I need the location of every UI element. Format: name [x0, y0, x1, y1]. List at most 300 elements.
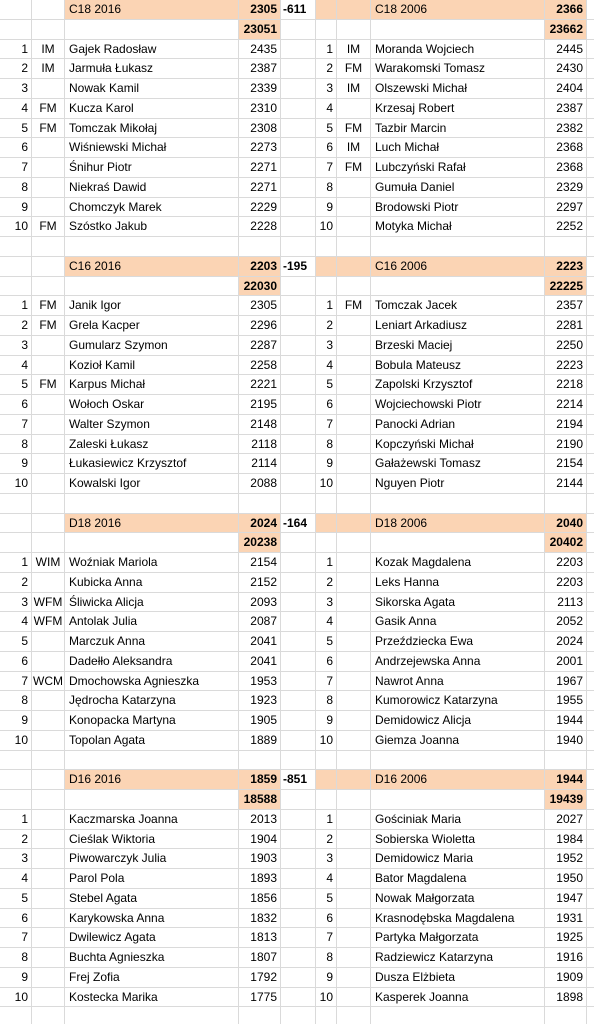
empty-cell[interactable]	[587, 889, 594, 909]
rank-right[interactable]: 4	[316, 612, 337, 632]
player-name-left[interactable]: Walter Szymon	[65, 415, 239, 435]
rank-left[interactable]: 6	[0, 395, 32, 415]
player-rating-left[interactable]: 2152	[239, 573, 281, 593]
rank-left[interactable]: 3	[0, 593, 32, 613]
rank-left[interactable]: 9	[0, 198, 32, 218]
empty-cell[interactable]	[281, 790, 316, 810]
title-right[interactable]: FM	[337, 119, 371, 139]
empty-cell[interactable]	[337, 257, 371, 277]
empty-cell[interactable]	[65, 277, 239, 297]
player-name-right[interactable]: Gasik Anna	[371, 612, 545, 632]
player-rating-right[interactable]: 2223	[545, 356, 587, 376]
empty-cell[interactable]	[32, 533, 65, 553]
player-rating-left[interactable]: 2287	[239, 336, 281, 356]
empty-cell[interactable]	[281, 573, 316, 593]
rating-sum-right[interactable]: 20402	[545, 533, 587, 553]
player-name-left[interactable]: Stebel Agata	[65, 889, 239, 909]
player-rating-left[interactable]: 1903	[239, 849, 281, 869]
rank-left[interactable]: 3	[0, 79, 32, 99]
title-left[interactable]	[32, 652, 65, 672]
title-right[interactable]	[337, 395, 371, 415]
player-rating-left[interactable]: 2271	[239, 178, 281, 198]
empty-cell[interactable]	[0, 790, 32, 810]
empty-cell[interactable]	[281, 652, 316, 672]
player-rating-right[interactable]: 1952	[545, 849, 587, 869]
empty-cell[interactable]	[371, 751, 545, 771]
rank-right[interactable]: 2	[316, 59, 337, 79]
player-name-left[interactable]: Parol Pola	[65, 869, 239, 889]
empty-cell[interactable]	[32, 1007, 65, 1024]
player-name-right[interactable]: Kopczyński Michał	[371, 435, 545, 455]
title-right[interactable]	[337, 356, 371, 376]
empty-cell[interactable]	[281, 454, 316, 474]
player-name-right[interactable]: Tomczak Jacek	[371, 296, 545, 316]
empty-cell[interactable]	[281, 79, 316, 99]
empty-cell[interactable]	[587, 928, 594, 948]
player-rating-right[interactable]: 2281	[545, 316, 587, 336]
section-title-left[interactable]: D16 2016	[65, 770, 239, 790]
player-name-right[interactable]: Tazbir Marcin	[371, 119, 545, 139]
rank-left[interactable]: 8	[0, 691, 32, 711]
player-name-right[interactable]: Nguyen Piotr	[371, 474, 545, 494]
empty-cell[interactable]	[32, 277, 65, 297]
title-right[interactable]	[337, 99, 371, 119]
empty-cell[interactable]	[281, 988, 316, 1008]
title-left[interactable]	[32, 691, 65, 711]
player-name-left[interactable]: Wiśniewski Michał	[65, 138, 239, 158]
empty-cell[interactable]	[587, 79, 594, 99]
empty-cell[interactable]	[0, 0, 32, 20]
player-name-left[interactable]: Gumularz Szymon	[65, 336, 239, 356]
title-right[interactable]: IM	[337, 40, 371, 60]
player-rating-left[interactable]: 2310	[239, 99, 281, 119]
rating-sum-left[interactable]: 23051	[239, 20, 281, 40]
title-right[interactable]	[337, 454, 371, 474]
title-left[interactable]	[32, 889, 65, 909]
title-right[interactable]	[337, 573, 371, 593]
player-name-right[interactable]: Radziewicz Katarzyna	[371, 948, 545, 968]
title-left[interactable]: FM	[32, 375, 65, 395]
empty-cell[interactable]	[587, 217, 594, 237]
empty-cell[interactable]	[587, 316, 594, 336]
player-name-left[interactable]: Śnihur Piotr	[65, 158, 239, 178]
player-rating-left[interactable]: 2296	[239, 316, 281, 336]
rank-left[interactable]: 10	[0, 217, 32, 237]
empty-cell[interactable]	[587, 40, 594, 60]
empty-cell[interactable]	[281, 20, 316, 40]
empty-cell[interactable]	[337, 514, 371, 534]
player-rating-right[interactable]: 2218	[545, 375, 587, 395]
rank-left[interactable]: 10	[0, 474, 32, 494]
player-rating-left[interactable]: 1953	[239, 672, 281, 692]
empty-cell[interactable]	[587, 178, 594, 198]
empty-cell[interactable]	[281, 691, 316, 711]
rank-left[interactable]: 5	[0, 889, 32, 909]
player-name-left[interactable]: Kucza Karol	[65, 99, 239, 119]
empty-cell[interactable]	[587, 119, 594, 139]
title-left[interactable]	[32, 415, 65, 435]
empty-cell[interactable]	[587, 375, 594, 395]
empty-cell[interactable]	[281, 612, 316, 632]
title-right[interactable]: FM	[337, 158, 371, 178]
rank-right[interactable]: 2	[316, 316, 337, 336]
empty-cell[interactable]	[281, 849, 316, 869]
empty-cell[interactable]	[316, 237, 337, 257]
player-rating-left[interactable]: 2087	[239, 612, 281, 632]
player-name-left[interactable]: Kostecka Marika	[65, 988, 239, 1008]
rank-left[interactable]: 6	[0, 909, 32, 929]
empty-cell[interactable]	[316, 0, 337, 20]
empty-cell[interactable]	[0, 277, 32, 297]
title-right[interactable]	[337, 612, 371, 632]
player-name-right[interactable]: Sikorska Agata	[371, 593, 545, 613]
empty-cell[interactable]	[281, 178, 316, 198]
title-left[interactable]: IM	[32, 40, 65, 60]
player-rating-left[interactable]: 2114	[239, 454, 281, 474]
player-name-right[interactable]: Krzesaj Robert	[371, 99, 545, 119]
title-right[interactable]	[337, 178, 371, 198]
empty-cell[interactable]	[239, 1007, 281, 1024]
player-name-left[interactable]: Piwowarczyk Julia	[65, 849, 239, 869]
empty-cell[interactable]	[587, 494, 594, 514]
player-name-left[interactable]: Karykowska Anna	[65, 909, 239, 929]
player-name-left[interactable]: Kubicka Anna	[65, 573, 239, 593]
rank-right[interactable]: 4	[316, 869, 337, 889]
rank-right[interactable]: 10	[316, 474, 337, 494]
empty-cell[interactable]	[337, 237, 371, 257]
player-name-right[interactable]: Brodowski Piotr	[371, 198, 545, 218]
rank-left[interactable]: 4	[0, 612, 32, 632]
rank-left[interactable]: 2	[0, 573, 32, 593]
title-left[interactable]	[32, 435, 65, 455]
rank-left[interactable]: 6	[0, 652, 32, 672]
empty-cell[interactable]	[0, 494, 32, 514]
player-rating-right[interactable]: 1916	[545, 948, 587, 968]
rank-right[interactable]: 6	[316, 652, 337, 672]
title-left[interactable]	[32, 573, 65, 593]
empty-cell[interactable]	[65, 237, 239, 257]
empty-cell[interactable]	[587, 198, 594, 218]
empty-cell[interactable]	[316, 277, 337, 297]
title-left[interactable]	[32, 869, 65, 889]
rank-left[interactable]: 4	[0, 99, 32, 119]
player-rating-left[interactable]: 2308	[239, 119, 281, 139]
player-rating-left[interactable]: 1904	[239, 830, 281, 850]
empty-cell[interactable]	[32, 514, 65, 534]
player-rating-left[interactable]: 2088	[239, 474, 281, 494]
average-rating-right[interactable]: 2366	[545, 0, 587, 20]
title-right[interactable]	[337, 632, 371, 652]
section-title-right[interactable]: C18 2006	[371, 0, 545, 20]
player-name-right[interactable]: Olszewski Michał	[371, 79, 545, 99]
rank-left[interactable]: 10	[0, 731, 32, 751]
empty-cell[interactable]	[316, 1007, 337, 1024]
rank-right[interactable]: 1	[316, 296, 337, 316]
player-name-right[interactable]: Kozak Magdalena	[371, 553, 545, 573]
rank-left[interactable]: 1	[0, 553, 32, 573]
title-left[interactable]	[32, 988, 65, 1008]
player-name-left[interactable]: Zaleski Łukasz	[65, 435, 239, 455]
empty-cell[interactable]	[587, 395, 594, 415]
empty-cell[interactable]	[587, 0, 594, 20]
empty-cell[interactable]	[337, 790, 371, 810]
title-right[interactable]	[337, 336, 371, 356]
title-right[interactable]	[337, 316, 371, 336]
empty-cell[interactable]	[371, 494, 545, 514]
player-name-right[interactable]: Gumuła Daniel	[371, 178, 545, 198]
empty-cell[interactable]	[281, 356, 316, 376]
player-rating-left[interactable]: 2154	[239, 553, 281, 573]
player-rating-left[interactable]: 1807	[239, 948, 281, 968]
empty-cell[interactable]	[281, 632, 316, 652]
empty-cell[interactable]	[545, 494, 587, 514]
title-right[interactable]	[337, 731, 371, 751]
rank-left[interactable]: 8	[0, 948, 32, 968]
player-rating-left[interactable]: 2387	[239, 59, 281, 79]
player-rating-right[interactable]: 2368	[545, 138, 587, 158]
empty-cell[interactable]	[239, 494, 281, 514]
title-left[interactable]	[32, 928, 65, 948]
empty-cell[interactable]	[587, 20, 594, 40]
rank-left[interactable]: 10	[0, 988, 32, 1008]
empty-cell[interactable]	[281, 1007, 316, 1024]
empty-cell[interactable]	[281, 59, 316, 79]
rank-right[interactable]: 8	[316, 435, 337, 455]
rank-left[interactable]: 2	[0, 316, 32, 336]
empty-cell[interactable]	[316, 514, 337, 534]
title-left[interactable]	[32, 948, 65, 968]
title-right[interactable]	[337, 928, 371, 948]
title-left[interactable]	[32, 711, 65, 731]
player-name-left[interactable]: Jarmuła Łukasz	[65, 59, 239, 79]
empty-cell[interactable]	[281, 711, 316, 731]
player-rating-right[interactable]: 2357	[545, 296, 587, 316]
rank-right[interactable]: 3	[316, 79, 337, 99]
section-title-right[interactable]: C16 2006	[371, 257, 545, 277]
empty-cell[interactable]	[281, 40, 316, 60]
rank-left[interactable]: 7	[0, 415, 32, 435]
average-rating-right[interactable]: 2040	[545, 514, 587, 534]
player-name-left[interactable]: Janik Igor	[65, 296, 239, 316]
rank-right[interactable]: 3	[316, 593, 337, 613]
empty-cell[interactable]	[587, 711, 594, 731]
player-rating-right[interactable]: 2052	[545, 612, 587, 632]
empty-cell[interactable]	[337, 0, 371, 20]
rank-right[interactable]: 7	[316, 928, 337, 948]
player-name-left[interactable]: Kaczmarska Joanna	[65, 810, 239, 830]
player-rating-left[interactable]: 1889	[239, 731, 281, 751]
empty-cell[interactable]	[587, 257, 594, 277]
player-rating-left[interactable]: 2221	[239, 375, 281, 395]
rating-sum-left[interactable]: 22030	[239, 277, 281, 297]
empty-cell[interactable]	[587, 632, 594, 652]
empty-cell[interactable]	[587, 454, 594, 474]
player-name-left[interactable]: Kozioł Kamil	[65, 356, 239, 376]
title-left[interactable]	[32, 731, 65, 751]
player-name-right[interactable]: Wojciechowski Piotr	[371, 395, 545, 415]
average-rating-left[interactable]: 2203	[239, 257, 281, 277]
player-rating-right[interactable]: 1931	[545, 909, 587, 929]
rank-right[interactable]: 10	[316, 731, 337, 751]
empty-cell[interactable]	[316, 20, 337, 40]
player-rating-left[interactable]: 1775	[239, 988, 281, 1008]
title-left[interactable]: FM	[32, 296, 65, 316]
empty-cell[interactable]	[587, 435, 594, 455]
player-rating-right[interactable]: 2250	[545, 336, 587, 356]
player-name-left[interactable]: Woźniak Mariola	[65, 553, 239, 573]
player-rating-left[interactable]: 2118	[239, 435, 281, 455]
empty-cell[interactable]	[316, 494, 337, 514]
player-rating-right[interactable]: 2368	[545, 158, 587, 178]
empty-cell[interactable]	[281, 415, 316, 435]
empty-cell[interactable]	[0, 514, 32, 534]
player-name-right[interactable]: Leniart Arkadiusz	[371, 316, 545, 336]
player-name-left[interactable]: Konopacka Martyna	[65, 711, 239, 731]
section-title-left[interactable]: D18 2016	[65, 514, 239, 534]
rank-right[interactable]: 9	[316, 968, 337, 988]
empty-cell[interactable]	[545, 751, 587, 771]
empty-cell[interactable]	[587, 672, 594, 692]
rank-left[interactable]: 1	[0, 296, 32, 316]
rank-left[interactable]: 9	[0, 711, 32, 731]
player-rating-left[interactable]: 2273	[239, 138, 281, 158]
empty-cell[interactable]	[337, 277, 371, 297]
player-name-left[interactable]: Chomczyk Marek	[65, 198, 239, 218]
empty-cell[interactable]	[337, 533, 371, 553]
rank-right[interactable]: 3	[316, 849, 337, 869]
empty-cell[interactable]	[337, 1007, 371, 1024]
player-name-left[interactable]: Buchta Agnieszka	[65, 948, 239, 968]
player-name-right[interactable]: Warakomski Tomasz	[371, 59, 545, 79]
rank-right[interactable]: 9	[316, 711, 337, 731]
empty-cell[interactable]	[32, 237, 65, 257]
empty-cell[interactable]	[65, 790, 239, 810]
title-left[interactable]: FM	[32, 316, 65, 336]
empty-cell[interactable]	[281, 672, 316, 692]
rank-right[interactable]: 1	[316, 810, 337, 830]
empty-cell[interactable]	[281, 217, 316, 237]
empty-cell[interactable]	[32, 770, 65, 790]
empty-cell[interactable]	[587, 138, 594, 158]
empty-cell[interactable]	[587, 277, 594, 297]
title-right[interactable]	[337, 593, 371, 613]
rank-right[interactable]: 8	[316, 948, 337, 968]
player-rating-right[interactable]: 1967	[545, 672, 587, 692]
player-rating-left[interactable]: 1856	[239, 889, 281, 909]
player-rating-right[interactable]: 1944	[545, 711, 587, 731]
empty-cell[interactable]	[281, 731, 316, 751]
empty-cell[interactable]	[587, 593, 594, 613]
rank-right[interactable]: 5	[316, 119, 337, 139]
empty-cell[interactable]	[281, 889, 316, 909]
empty-cell[interactable]	[587, 415, 594, 435]
empty-cell[interactable]	[281, 336, 316, 356]
empty-cell[interactable]	[281, 948, 316, 968]
empty-cell[interactable]	[32, 257, 65, 277]
empty-cell[interactable]	[371, 790, 545, 810]
empty-cell[interactable]	[0, 533, 32, 553]
section-title-left[interactable]: C18 2016	[65, 0, 239, 20]
title-right[interactable]	[337, 869, 371, 889]
empty-cell[interactable]	[0, 257, 32, 277]
empty-cell[interactable]	[371, 237, 545, 257]
empty-cell[interactable]	[587, 158, 594, 178]
player-rating-right[interactable]: 2190	[545, 435, 587, 455]
player-name-right[interactable]: Gałażewski Tomasz	[371, 454, 545, 474]
rank-left[interactable]: 4	[0, 869, 32, 889]
rank-left[interactable]: 8	[0, 178, 32, 198]
empty-cell[interactable]	[316, 533, 337, 553]
player-rating-left[interactable]: 2013	[239, 810, 281, 830]
empty-cell[interactable]	[587, 237, 594, 257]
player-rating-right[interactable]: 1947	[545, 889, 587, 909]
rank-left[interactable]: 3	[0, 336, 32, 356]
empty-cell[interactable]	[316, 751, 337, 771]
empty-cell[interactable]	[281, 99, 316, 119]
empty-cell[interactable]	[281, 198, 316, 218]
player-name-left[interactable]: Dmochowska Agnieszka	[65, 672, 239, 692]
empty-cell[interactable]	[337, 20, 371, 40]
rank-right[interactable]: 9	[316, 198, 337, 218]
title-right[interactable]	[337, 375, 371, 395]
player-rating-left[interactable]: 1923	[239, 691, 281, 711]
title-right[interactable]	[337, 968, 371, 988]
rank-left[interactable]: 8	[0, 435, 32, 455]
empty-cell[interactable]	[587, 731, 594, 751]
empty-cell[interactable]	[281, 909, 316, 929]
rank-left[interactable]: 4	[0, 356, 32, 376]
empty-cell[interactable]	[281, 810, 316, 830]
player-rating-right[interactable]: 2297	[545, 198, 587, 218]
empty-cell[interactable]	[65, 494, 239, 514]
player-rating-left[interactable]: 2435	[239, 40, 281, 60]
average-rating-left[interactable]: 2024	[239, 514, 281, 534]
title-left[interactable]: FM	[32, 217, 65, 237]
rank-right[interactable]: 3	[316, 336, 337, 356]
player-name-left[interactable]: Kowalski Igor	[65, 474, 239, 494]
empty-cell[interactable]	[32, 751, 65, 771]
section-title-right[interactable]: D16 2006	[371, 770, 545, 790]
rank-right[interactable]: 5	[316, 632, 337, 652]
title-left[interactable]	[32, 968, 65, 988]
title-left[interactable]: IM	[32, 59, 65, 79]
title-right[interactable]	[337, 988, 371, 1008]
empty-cell[interactable]	[587, 356, 594, 376]
empty-cell[interactable]	[587, 573, 594, 593]
empty-cell[interactable]	[281, 375, 316, 395]
title-right[interactable]	[337, 691, 371, 711]
empty-cell[interactable]	[371, 277, 545, 297]
player-name-right[interactable]: Moranda Wojciech	[371, 40, 545, 60]
empty-cell[interactable]	[587, 99, 594, 119]
title-left[interactable]	[32, 198, 65, 218]
title-right[interactable]	[337, 415, 371, 435]
rank-right[interactable]: 8	[316, 178, 337, 198]
empty-cell[interactable]	[281, 553, 316, 573]
player-rating-right[interactable]: 1898	[545, 988, 587, 1008]
empty-cell[interactable]	[281, 474, 316, 494]
empty-cell[interactable]	[337, 751, 371, 771]
rating-sum-right[interactable]: 22225	[545, 277, 587, 297]
player-name-left[interactable]: Jędrocha Katarzyna	[65, 691, 239, 711]
player-name-left[interactable]: Szóstko Jakub	[65, 217, 239, 237]
player-name-left[interactable]: Wołoch Oskar	[65, 395, 239, 415]
player-name-left[interactable]: Gajek Radosław	[65, 40, 239, 60]
rank-left[interactable]: 5	[0, 119, 32, 139]
empty-cell[interactable]	[32, 20, 65, 40]
title-left[interactable]	[32, 474, 65, 494]
empty-cell[interactable]	[587, 533, 594, 553]
